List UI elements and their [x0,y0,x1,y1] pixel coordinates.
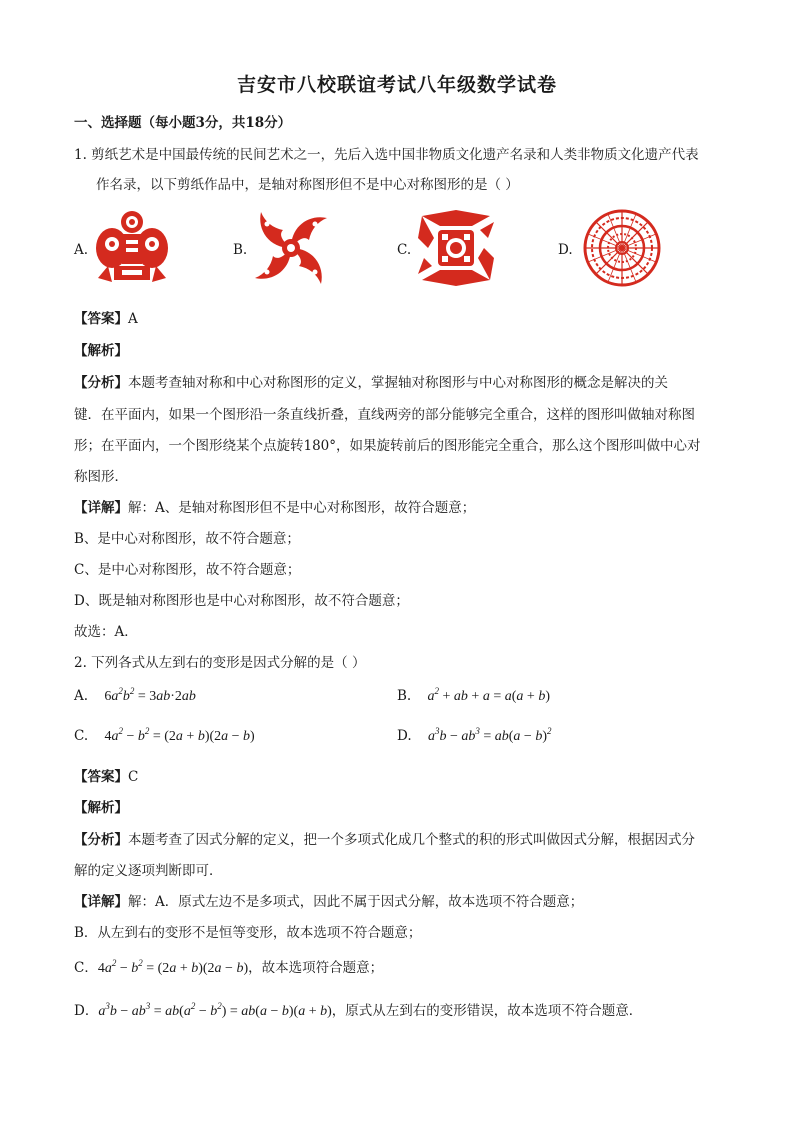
q1-fenxi-line2: 键．在平面内，如果一个图形沿一条直线折叠，直线两旁的部分能够完全重合，这样的图形叫做轴对称图 [74,407,695,423]
q1-fenxi-line3: 形；在平面内，一个图形绕某个点旋转180°，如果旋转前后的图形能完全重合，那么这个图形叫做中心对 [74,438,701,454]
q2-detail-c-formula: $4a^2 - b^2 = (2a + b)(2a - b)$ [97,958,249,976]
q2-detail-line-d [74,999,642,1020]
q2-answer [74,765,138,785]
q2-detail-line-a [74,890,583,910]
answer-tag: 【答案】 [74,769,128,785]
q2-detail-c-suffix: ，故本选项符合题意； [248,960,384,976]
q2-detail-text-a: 解：A．原式左边不是多项式，因此不属于因式分解，故本选项不符合题意； [128,894,584,910]
answer-tag: 【答案】 [74,311,128,327]
q1-stem-line1: 1. 剪纸艺术是中国最传统的民间艺术之一，先后入选中国非物质文化遗产名录和人类非物质文化遗产代表 [74,147,699,163]
q2-option-c-formula: $4a^2 - b^2 = (2a + b)(2a - b)$ [104,726,255,744]
q2-option-b [397,688,550,705]
q2-answer-value: C [128,769,139,785]
q1-fenxi-line4: 称图形． [74,469,128,485]
q2-option-a [74,688,196,705]
exam-title: 吉安市八校联谊考试八年级数学试卷 [236,74,557,96]
fenxi-tag: 【分析】 [74,375,128,391]
papercut-figure-c [416,208,496,288]
q1-option-c-label: C. [397,242,412,258]
detail-tag: 【详解】 [74,500,128,516]
q1-option-b-label: B. [233,242,248,258]
q2-option-a-label: A. [74,688,89,704]
q2-detail-c-prefix: C． [74,960,98,976]
q1-option-a-label: A. [74,242,89,258]
q2-option-b-label: B. [397,688,412,704]
q2-fenxi-line1 [74,828,695,848]
q2-option-c-label: C. [74,728,89,744]
papercut-figure-d [582,208,662,288]
q2-option-d-label: D. [397,728,412,744]
q2-detail-line-c [74,956,383,977]
q2-option-c [74,728,255,745]
q1-detail-text-a: 解：A、是轴对称图形但不是中心对称图形，故符合题意； [128,500,476,516]
q1-detail-line-a [74,496,475,516]
q2-detail-d-prefix: D． [74,1003,99,1019]
q2-analysis-tag: 【解析】 [74,800,128,816]
q1-conclusion: 故选：A． [74,624,138,640]
q1-fenxi-line1 [74,371,668,391]
q2-option-d [397,728,552,745]
q1-stem-line2: 作名录，以下剪纸作品中，是轴对称图形但不是中心对称图形的是（ ） [96,177,519,193]
q2-detail-line-b: B．从左到右的变形不是恒等变形，故本选项不符合题意； [74,925,422,941]
q1-analysis-tag: 【解析】 [74,343,128,359]
section-heading: 一、选择题（每小题3分，共18分） [74,115,292,131]
fenxi-tag: 【分析】 [74,832,128,848]
q2-fenxi-line2: 解的定义逐项判断即可． [74,863,223,879]
detail-tag: 【详解】 [74,894,128,910]
q1-fenxi-text1: 本题考查轴对称和中心对称图形的定义，掌握轴对称图形与中心对称图形的概念是解决的关 [128,375,668,391]
q2-option-a-formula: $6a^2b^2 = 3ab\cdot 2ab$ [104,686,196,704]
q2-option-b-formula: $a^2$ + ab + a = a(a + b) [427,686,550,704]
q1-detail-line-b: B、是中心对称图形，故不符合题意； [74,531,300,547]
q1-answer-value: A [128,311,138,327]
q2-stem: 2. 下列各式从左到右的变形是因式分解的是（ ） [74,655,366,671]
q2-detail-d-suffix: ，原式从左到右的变形错误，故本选项不符合题意． [331,1003,643,1019]
q1-detail-line-d: D、既是轴对称图形也是中心对称图形，故不符合题意； [74,593,409,609]
papercut-figure-b [251,208,331,288]
papercut-figure-a [92,208,172,288]
q2-detail-d-formula: $a^3b - ab^3 = ab(a^2 - b^2) = ab(a - b)(a + b)$ [98,1001,332,1019]
q1-option-d-label: D. [558,242,573,258]
q2-option-d-formula: $a^3b - ab^3 = ab(a - b)^2$ [427,726,552,744]
q2-fenxi-text1: 本题考查了因式分解的定义，把一个多项式化成几个整式的积的形式叫做因式分解，根据因式分 [128,832,695,848]
q1-detail-line-c: C、是中心对称图形，故不符合题意； [74,562,301,578]
q1-answer [74,307,138,327]
